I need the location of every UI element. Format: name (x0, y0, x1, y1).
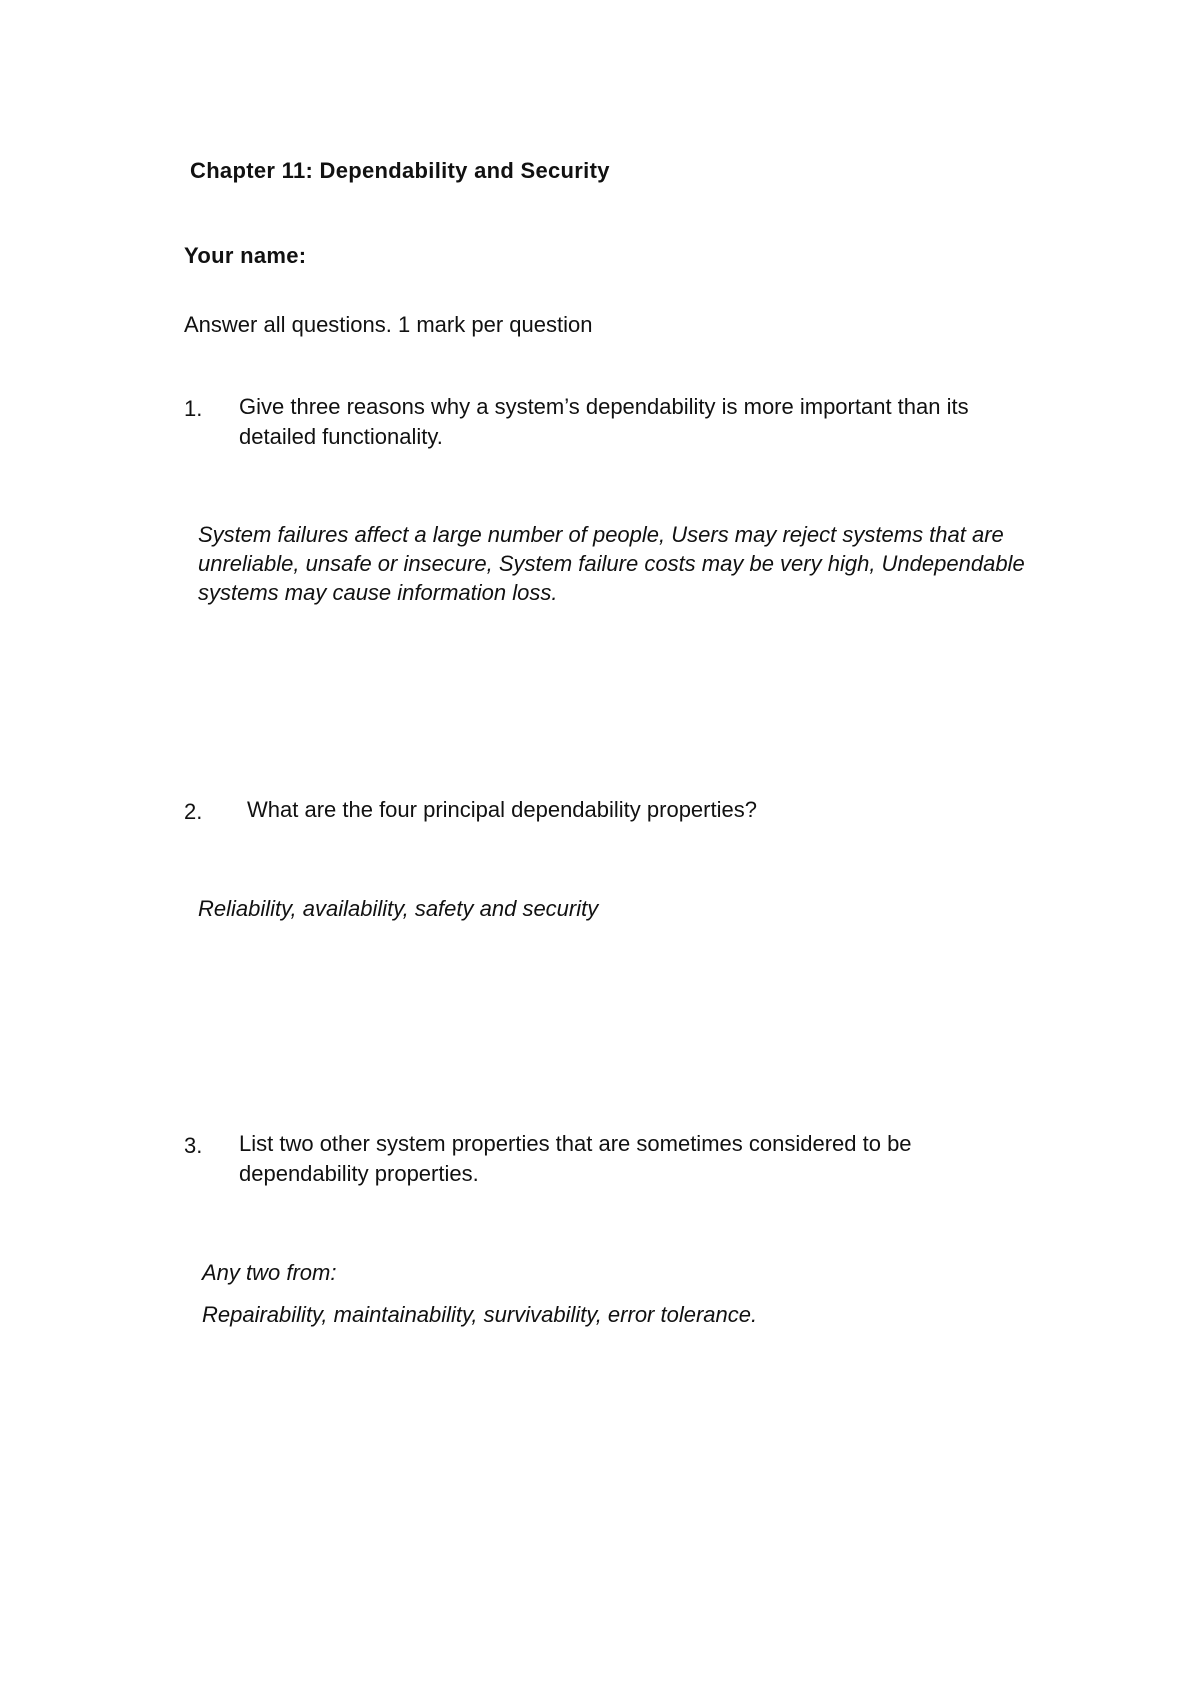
question-text: List two other system properties that are sometimes considered to be dependability properties. (239, 1131, 912, 1186)
name-label: Your name: (184, 243, 307, 268)
answer-text: System failures affect a large number of people, Users may reject systems that are unreliable, unsafe or insecure, System failure costs may be very high, Undependable systems may cause information loss. (198, 522, 1025, 605)
question-number: 2. (184, 799, 203, 824)
question-text: What are the four principal dependability properties? (247, 797, 757, 822)
answer-text: Repairability, maintainability, survivability, error tolerance. (202, 1302, 758, 1327)
answer-text: Reliability, availability, safety and security (198, 896, 599, 921)
question-text: Give three reasons why a system’s dependability is more important than its detailed functionality. (239, 394, 969, 449)
instructions-text: Answer all questions. 1 mark per question (184, 312, 593, 337)
answer-intro: Any two from: (202, 1260, 337, 1285)
page-title: Chapter 11: Dependability and Security (190, 158, 610, 183)
question-number: 1. (184, 396, 203, 421)
question-number: 3. (184, 1133, 203, 1158)
